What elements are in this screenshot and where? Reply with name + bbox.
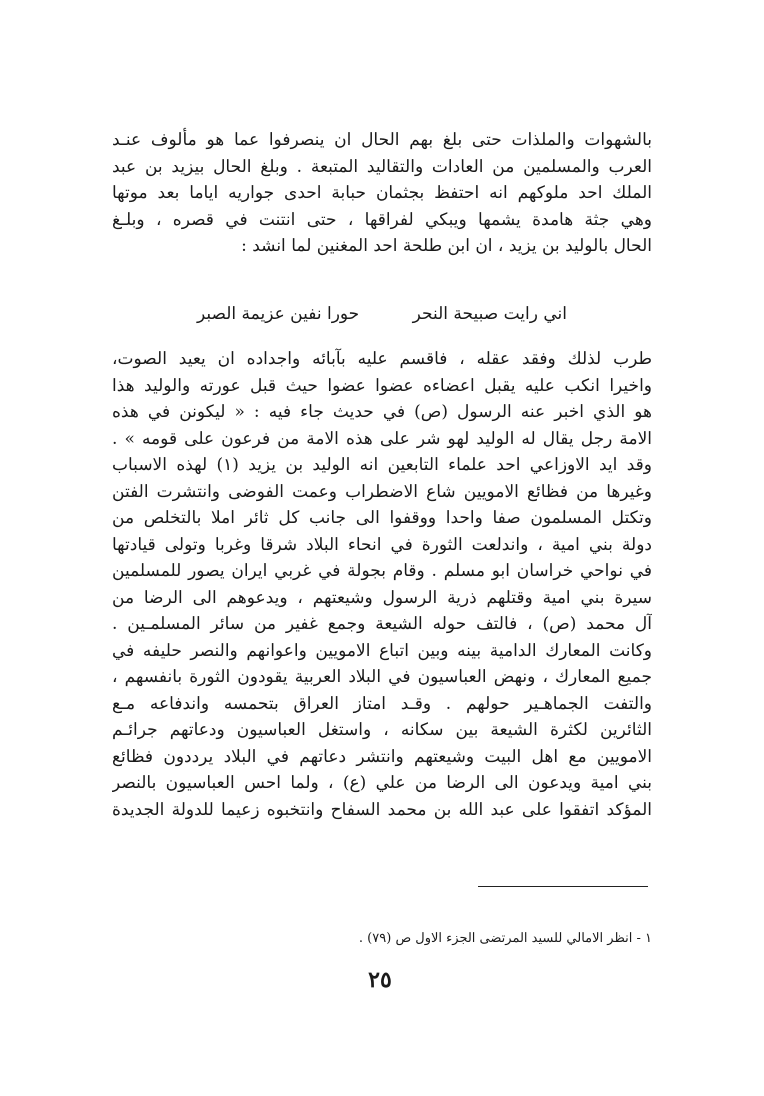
text-line: في نواحي خراسان ابو مسلم . وقام بجولة في غربي ايران يصور للمسلمين [112,561,652,581]
verse-first-hemistich: اني رايت صبيحة النحر [412,304,567,324]
footnote-divider [478,886,648,887]
text-line: سيرة بني امية وقتلهم ذرية الرسول وشيعتهم ، ويدعوهم الى الرضا من [112,587,652,608]
text-line: وهي جثة هامدة يشمها ويبكي لفراقها ، حتى انتنت في قصره ، وبلـغ [112,209,652,230]
text-line: واخيرا انكب عليه يقبل اعضاءه عضوا عضوا حيث قبل عورته والوليد هذا [112,375,652,396]
text-line: وكانت المعارك الدامية بينه وبين اتباع الامويين واعوانهم والنصر حليفه في [112,640,652,661]
text-line: الثائرين لكثرة الشيعة بين سكانه ، واستغل العباسيون ودعاتهم جرائـم [112,720,652,740]
text-line: الامة رجل يقال له الوليد لهو شر على هذه الامة من فرعون على قومه » . [112,428,652,449]
text-line: وتكتل المسلمون صفا واحدا ووقفوا الى جانب كل ثائر املا بالتخلص من [112,508,652,528]
footnote: ١ - انظر الامالي للسيد المرتضى الجزء الاول ص (٧٩) . [358,931,652,946]
verse-second-hemistich: حورا نفين عزيمة الصبر [197,304,360,324]
text-line: وقد ايد الاوزاعي احد علماء التابعين انه الوليد بن يزيد (١) لهذه الاسباب [112,455,652,475]
text-line: جميع المعارك ، ونهض العباسيون في البلاد العربية يقودون الثورة بانفسهم ، [112,667,652,687]
text-line: العرب والمسلمين من العادات والتقاليد المتبعة . وبلغ الحال بيزيد بن عبد [112,156,652,177]
poetry-verse [112,301,652,327]
text-line: بالشهوات والملذات حتى بلغ بهم الحال ان ينصرفوا عما هو مألوف عنـد [112,130,652,150]
text-line: هو الذي اخبر عنه الرسول (ص) في حديث جاء فيه : « ليكونن في هذه [112,402,652,422]
text-line: الملك احد ملوكهم انه احتفظ بجثمان حبابة احدى جواريه اياما بعد موتها [112,183,652,203]
text-line: وغيرها من فظائع الامويين شاع الاضطراب وعمت الفوضى وانتشرت الفتن [112,481,652,502]
paragraph-2 [112,346,652,823]
text-line: آل محمد (ص) ، فالتف حوله الشيعة وجمع غفير من سائر المسلمـين . [112,614,652,634]
text-line: الامويين مع اهل البيت وشيعتهم وانتشر دعاتهم في البلاد يرددون فظائع [112,746,652,767]
text-line: طرب لذلك وفقد عقله ، فاقسم عليه بآبائه واجداده ان يعيد الصوت، [112,349,652,369]
page-number: ٢٥ [368,967,392,993]
text-line: دولة بني امية ، واندلعت الثورة في انحاء البلاد شرقا وغربا وتولى قيادتها [112,534,652,555]
text-line: الحال بالوليد بن يزيد ، ان ابن طلحة احد المغنين لما انشد : [241,236,652,256]
text-line: بني امية ويدعون الى الرضا من علي (ع) ، ولما احس العباسيون بالنصر [112,773,652,793]
paragraph-1 [112,127,652,260]
text-line: المؤكد اتفقوا على عبد الله بن محمد السفاح وانتخبوه زعيما للدولة الجديدة [112,799,652,820]
text-line: والتفت الجماهـير حولهم . وقـد امتاز العراق بتحمسه واندفاعه مـع [112,693,652,714]
